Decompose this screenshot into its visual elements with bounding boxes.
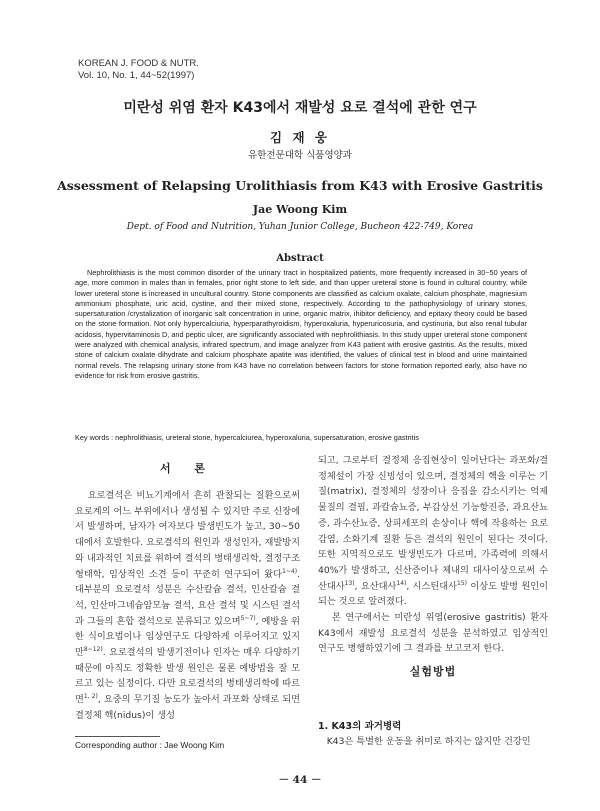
citation: 1, 2): [83, 693, 98, 701]
intro-paragraph: 요로결석은 비뇨기계에서 흔히 관찰되는 질환으로써 요로계의 어느 부위에서나 생성될 수 있지만 주로 신장에서 발생하며, 남자가 여자보다 발생빈도가 높고, 30~50대에서 호발한다. 요로결석의 원인과 생성인자, 재발방지와 내과적인 치료를 위하여 결석의 병태생리학, 결정구조 형태학, 임상적인 소견 등이 꾸준히 연구되어 왔다$^{1\sim 4)}$. 대부분의 요로결석 성분은 수산칼슘 결석, 인산칼슘 결석, 인산마그네슘암모늄 결석, 요산 결석 및 시스틴 결석과 그들의 혼합 결석으로 분류되고 있으며$^{5\sim 7)}$, 예방을 위한 식이요법이나 임상연구도 다양하게 이루어지고 있지만$^{8\sim 12)}$. 요로결석의 발생기전이나 인자는 매우 다양하기 때문에 아직도 정확한 발생 원인은 물론 예방법을 잘 모르고 있는 실정이다. 다만 요로결석의 병태생리학에 따르면$^{1, 2)}$, 요중의 무기질 농도가 높아서 과포화 상태로 되면 결정체 핵(nidus)이 생성: [75, 490, 301, 721]
abstract-text: Nephrolithiasis is the most common disorder of the urinary tract in hospitalized patients, more frequently increased in 30~50 years of age, more common in males than in females, prior right stone to left side, and than upper ureteral stone is found in cultural country, while lower ureteral stone is increased in uncultural country. Stone components are classified as calcium oxalate, calcium phosphate, magnesium ammonium phosphate, uric acid, cystine, and their mixed stone, respectively. According to the pathophysiology of urinary stones, supersaturation /crystalization of inorganic salt concentration in urine, organic matrix, ihibitor deficiency, and epitaxy theory could be based on the stone formation. Not only hypercalciuria, hyperparathyroidism, hyperoxaluria, hyperuricosuria, and cystinuria, but also renal tubular acidosis, hypervitaminosis D, and peptic ulcer, are significantly associated with nephrolithiasis. In this study upper ureteral stone component were analyzed with chemical analysis, infrared spectrum, and image analyzer from K43 patient with erosive gastritis. As the results, mixed stone of calcium oxalate dihydrate and calcium phosphate apatite was identified, the values of clinical test in blood and urine maintained normal revels. The relapsing urinary stone from K43 have no correlation between factors for stone formation reported early, also have no evidence for risk from erosive gastritis.: [75, 268, 527, 380]
abstract-body: [75, 268, 527, 381]
citation: 13): [344, 579, 355, 587]
journal-citation: [78, 58, 199, 82]
methods-text: K43은 특별한 운동을 취미로 하지는 않지만 건강인: [326, 736, 531, 747]
citation: 14): [396, 579, 407, 587]
citation: 1~4): [282, 567, 298, 575]
subsection-heading: 1. K43의 과거병력: [318, 721, 402, 732]
journal-volume: Vol. 10, No. 1, 44~52(1997): [78, 70, 195, 81]
citation: 15): [457, 579, 467, 587]
english-title: Assessment of Relapsing Urolithiasis from K43 with Erosive Gastritis: [57, 178, 543, 193]
intro-paragraph: 본 연구에서는 미란성 위염(erosive gastritis) 환자 K43에서 재발성 요로결석 성분을 분석하였고 임상적인 연구도 병행하였기에 그 결과를 보고코저 한다.: [318, 612, 548, 655]
korean-affiliation: 유한전문대학 식품영양과: [248, 150, 352, 161]
intro-paragraph: 되고, 그로부터 결정체 응집현상이 일어난다는 과포화/결정체설이 가장 신빙성이 있으며, 결정체의 핵을 이루는 기질(matrix), 결정체의 성장이나 응집을 감소시키는 억제물질의 결핍, 과칼슘뇨증, 부갑상선 기능항진증, 과요산뇨증, 과수산뇨증, 상피세포의 손상이나 핵에 작용하는 요로감염, 소화기계 질환 등은 결석의 원인이 된다는 것이다. 또한 지역적으로도 발생빈도가 다르며, 가족력에 의해서 40%가 발생하고, 신산증이나 체내의 대사이상으로써 수산대사$^{13)}$, 요산대사$^{14)}$, 시스틴대사$^{15)}$ 이상도 발병 원인이 되는 것으로 알려졌다.: [318, 455, 549, 608]
section-heading-introduction: 서 론: [159, 462, 216, 475]
korean-title: 미란성 위염 환자 K43에서 재발성 요로 결석에 관한 연구: [123, 100, 477, 116]
keywords: Key words : nephrolithiasis, ureteral stone, hypercalciurea, hyperoxaluria, supersaturation, erosive gastritis: [75, 433, 419, 442]
citation: 8~12): [83, 645, 103, 653]
journal-name: KOREAN J. FOOD & NUTR.: [78, 58, 199, 69]
intro-column-right: [318, 453, 548, 657]
corresponding-author: Corresponding author : Jae Woong Kim: [75, 740, 225, 750]
intro-column-left: [75, 488, 300, 724]
page-number: － 44 －: [278, 774, 322, 786]
english-author: Jae Woong Kim: [252, 203, 348, 216]
korean-author: 김 재 웅: [270, 130, 330, 145]
citation: 5~7): [240, 614, 256, 622]
english-affiliation: Dept. of Food and Nutrition, Yuhan Junior College, Bucheon 422-749, Korea: [126, 222, 474, 232]
section-heading-methods: 실험방법: [409, 665, 457, 678]
footnote-divider: [75, 736, 160, 737]
abstract-heading: Abstract: [276, 253, 324, 264]
